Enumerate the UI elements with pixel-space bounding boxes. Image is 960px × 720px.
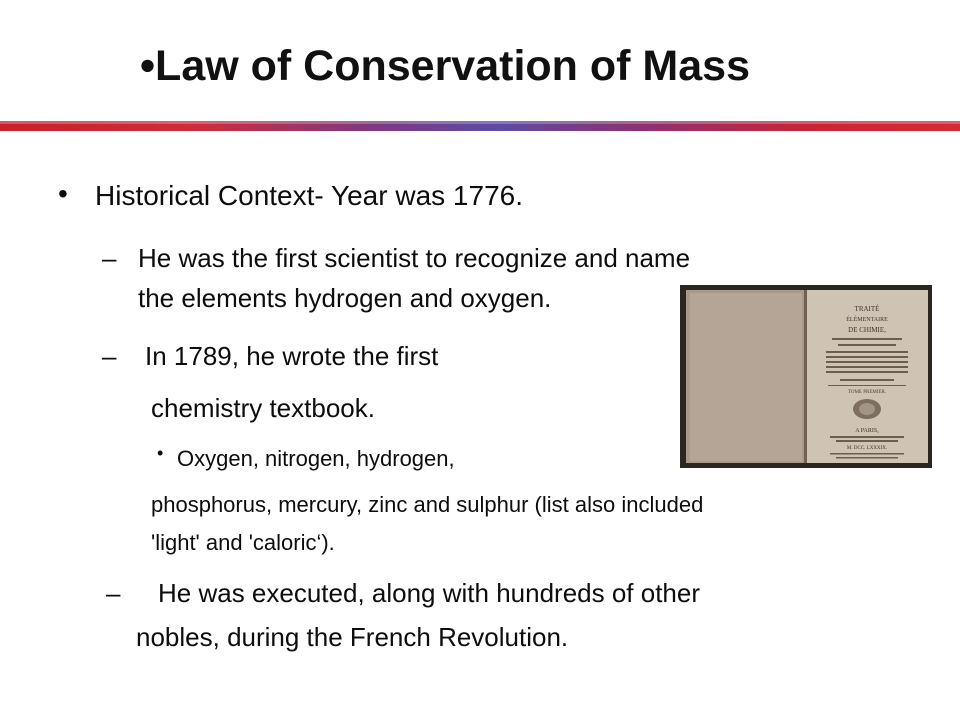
element-list-line3: 'light' and 'caloric‘). — [151, 530, 335, 555]
bullet-historical-context: Historical Context- Year was 1776. — [95, 180, 523, 211]
sub-bullet-executed-line2: nobles, during the French Revolution. — [136, 622, 569, 652]
sub-bullet-executed-line1: He was executed, along with hundreds of other — [158, 578, 701, 608]
book-year: M. DCC. LXXXIX. — [846, 446, 888, 451]
sub-bullet-textbook-line2: chemistry textbook. — [151, 393, 375, 423]
sub-bullet-first-scientist-line2: the elements hydrogen and oxygen. — [138, 283, 552, 313]
element-list-line1: Oxygen, nitrogen, hydrogen, — [177, 446, 455, 471]
sub-bullet-textbook-line1: In 1789, he wrote the first — [145, 341, 439, 371]
book-title-line3: DE CHIMIE, — [848, 326, 886, 334]
svg-text:TOME PREMIER.: TOME PREMIER. — [847, 390, 887, 395]
sub-bullet-first-scientist-line1: He was the first scientist to recognize and name — [138, 243, 691, 273]
slide-title: •Law of Conservation of Mass — [140, 42, 750, 90]
element-list-line2: phosphorus, mercury, zinc and sulphur (list also included — [151, 492, 704, 517]
book-photo — [680, 285, 932, 468]
title-divider — [0, 121, 960, 131]
book-title-line2: ÉLÉMENTAIRE — [846, 317, 888, 323]
dash-marker: – — [102, 243, 117, 273]
dash-marker: – — [102, 341, 117, 371]
bullet-dot-marker: • — [58, 178, 68, 209]
book-title-line1: TRAITÉ — [854, 305, 880, 313]
open-book-image — [680, 285, 932, 468]
dash-marker: – — [106, 578, 121, 608]
small-bullet-marker: • — [157, 443, 164, 463]
book-place: A PARIS, — [855, 428, 879, 434]
